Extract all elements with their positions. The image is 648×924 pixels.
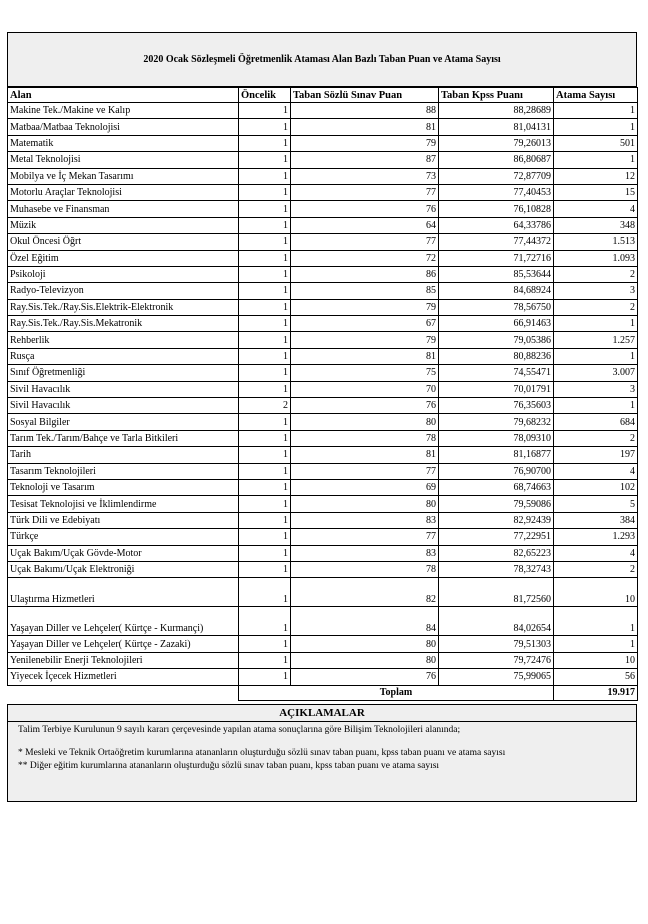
table-row [8,283,638,299]
cell-alan: Matbaa/Matbaa Teknolojisi [8,119,239,135]
table-body [8,103,638,686]
cell-kpss-puan: 71,72716 [439,250,554,266]
cell-atama-sayisi: 12 [554,168,638,184]
table-header-row [8,88,638,103]
cell-sozlu-puan: 77 [291,463,439,479]
cell-oncelik: 1 [239,607,291,636]
cell-sozlu-puan: 84 [291,607,439,636]
cell-atama-sayisi: 1 [554,119,638,135]
cell-atama-sayisi: 384 [554,512,638,528]
cell-atama-sayisi: 3 [554,381,638,397]
cell-alan: Yaşayan Diller ve Lehçeler( Kürtçe - Kurmançi) [8,607,239,636]
cell-alan: Matematik [8,135,239,151]
table-row [8,119,638,135]
cell-sozlu-puan: 76 [291,201,439,217]
cell-atama-sayisi: 3.007 [554,365,638,381]
cell-oncelik: 1 [239,168,291,184]
cell-sozlu-puan: 81 [291,447,439,463]
notes-line-3: ** Diğer eğitim kurumlarına atananların oluşturduğu sözlü sınav taban puanı, kpss taban puanı ve atama sayısı [18,761,440,771]
cell-atama-sayisi: 501 [554,135,638,151]
cell-alan: Ray.Sis.Tek./Ray.Sis.Elektrik-Elektronik [8,299,239,315]
cell-kpss-puan: 79,72476 [439,652,554,668]
cell-oncelik: 1 [239,496,291,512]
cell-kpss-puan: 78,56750 [439,299,554,315]
cell-alan: Yenilenebilir Enerji Teknolojileri [8,652,239,668]
notes-title: AÇIKLAMALAR [8,705,636,722]
cell-alan: Yaşayan Diller ve Lehçeler( Kürtçe - Zazaki) [8,636,239,652]
cell-sozlu-puan: 75 [291,365,439,381]
cell-alan: Mobilya ve İç Mekan Tasarımı [8,168,239,184]
cell-kpss-puan: 77,22951 [439,529,554,545]
table-row [8,201,638,217]
cell-kpss-puan: 81,16877 [439,447,554,463]
cell-alan: Rehberlik [8,332,239,348]
cell-alan: Muhasebe ve Finansman [8,201,239,217]
cell-kpss-puan: 76,90700 [439,463,554,479]
cell-kpss-puan: 88,28689 [439,103,554,119]
cell-oncelik: 1 [239,201,291,217]
total-row [8,685,638,700]
column-header-alan: Alan [8,88,239,103]
cell-oncelik: 1 [239,578,291,607]
table-row [8,652,638,668]
cell-sozlu-puan: 80 [291,652,439,668]
cell-oncelik: 1 [239,561,291,577]
cell-kpss-puan: 79,51303 [439,636,554,652]
cell-oncelik: 1 [239,447,291,463]
cell-atama-sayisi: 56 [554,669,638,685]
table-row [8,447,638,463]
cell-atama-sayisi: 684 [554,414,638,430]
cell-atama-sayisi: 348 [554,217,638,233]
cell-alan: Sınıf Öğretmenliği [8,365,239,381]
cell-atama-sayisi: 2 [554,266,638,282]
cell-sozlu-puan: 80 [291,414,439,430]
cell-sozlu-puan: 77 [291,234,439,250]
cell-oncelik: 1 [239,250,291,266]
cell-kpss-puan: 86,80687 [439,152,554,168]
table-row [8,529,638,545]
table-row [8,669,638,685]
cell-alan: Radyo-Televizyon [8,283,239,299]
cell-alan: Makine Tek./Makine ve Kalıp [8,103,239,119]
cell-oncelik: 1 [239,332,291,348]
cell-atama-sayisi: 1 [554,398,638,414]
cell-kpss-puan: 84,68924 [439,283,554,299]
cell-atama-sayisi: 2 [554,561,638,577]
cell-oncelik: 1 [239,365,291,381]
cell-sozlu-puan: 82 [291,578,439,607]
cell-kpss-puan: 85,53644 [439,266,554,282]
cell-alan: Tarih [8,447,239,463]
cell-alan: Müzik [8,217,239,233]
cell-oncelik: 2 [239,398,291,414]
cell-atama-sayisi: 4 [554,463,638,479]
cell-kpss-puan: 76,10828 [439,201,554,217]
cell-kpss-puan: 79,68232 [439,414,554,430]
table-row [8,152,638,168]
cell-oncelik: 1 [239,299,291,315]
table-row [8,479,638,495]
cell-alan: Tasarım Teknolojileri [8,463,239,479]
cell-kpss-puan: 77,40453 [439,184,554,200]
cell-oncelik: 1 [239,152,291,168]
cell-kpss-puan: 79,26013 [439,135,554,151]
column-header-sozlu: Taban Sözlü Sınav Puan [291,88,439,103]
cell-kpss-puan: 81,04131 [439,119,554,135]
cell-oncelik: 1 [239,414,291,430]
cell-alan: Türk Dili ve Edebiyatı [8,512,239,528]
table-row [8,463,638,479]
cell-oncelik: 1 [239,217,291,233]
table-row [8,398,638,414]
cell-oncelik: 1 [239,512,291,528]
table-row [8,168,638,184]
cell-atama-sayisi: 1.093 [554,250,638,266]
table-row [8,184,638,200]
cell-kpss-puan: 82,92439 [439,512,554,528]
total-label: Toplam [239,685,554,700]
cell-atama-sayisi: 5 [554,496,638,512]
cell-atama-sayisi: 1 [554,152,638,168]
cell-oncelik: 1 [239,463,291,479]
cell-sozlu-puan: 83 [291,512,439,528]
table-row [8,217,638,233]
column-header-atama: Atama Sayısı [554,88,638,103]
document-page [7,32,637,701]
cell-atama-sayisi: 197 [554,447,638,463]
table-row [8,250,638,266]
cell-alan: Türkçe [8,529,239,545]
cell-atama-sayisi: 10 [554,578,638,607]
cell-sozlu-puan: 78 [291,561,439,577]
column-header-kpss: Taban Kpss Puanı [439,88,554,103]
cell-sozlu-puan: 64 [291,217,439,233]
cell-oncelik: 1 [239,316,291,332]
cell-atama-sayisi: 2 [554,299,638,315]
cell-atama-sayisi: 1 [554,316,638,332]
cell-alan: Yiyecek İçecek Hizmetleri [8,669,239,685]
cell-kpss-puan: 70,01791 [439,381,554,397]
cell-sozlu-puan: 79 [291,135,439,151]
cell-atama-sayisi: 4 [554,201,638,217]
cell-oncelik: 1 [239,348,291,364]
cell-alan: Sivil Havacılık [8,381,239,397]
table-row [8,348,638,364]
table-row [8,365,638,381]
cell-oncelik: 1 [239,381,291,397]
cell-sozlu-puan: 88 [291,103,439,119]
cell-kpss-puan: 72,87709 [439,168,554,184]
cell-sozlu-puan: 70 [291,381,439,397]
cell-oncelik: 1 [239,266,291,282]
cell-atama-sayisi: 1 [554,636,638,652]
cell-kpss-puan: 64,33786 [439,217,554,233]
cell-kpss-puan: 80,88236 [439,348,554,364]
cell-alan: Sosyal Bilgiler [8,414,239,430]
cell-atama-sayisi: 4 [554,545,638,561]
cell-atama-sayisi: 1 [554,103,638,119]
cell-oncelik: 1 [239,119,291,135]
cell-oncelik: 1 [239,479,291,495]
cell-kpss-puan: 74,55471 [439,365,554,381]
cell-oncelik: 1 [239,430,291,446]
cell-kpss-puan: 79,05386 [439,332,554,348]
table-row [8,414,638,430]
cell-sozlu-puan: 85 [291,283,439,299]
table-row [8,512,638,528]
cell-oncelik: 1 [239,283,291,299]
cell-alan: Ray.Sis.Tek./Ray.Sis.Mekatronik [8,316,239,332]
cell-alan: Uçak Bakımı/Uçak Elektroniği [8,561,239,577]
cell-sozlu-puan: 69 [291,479,439,495]
cell-kpss-puan: 76,35603 [439,398,554,414]
notes-line-2: * Mesleki ve Teknik Ortaöğretim kurumlarına atananların oluşturduğu sözlü sınav taban puanı, kpss taban puanı ve atama sayısı [18,748,506,758]
cell-alan: Metal Teknolojisi [8,152,239,168]
cell-oncelik: 1 [239,652,291,668]
cell-atama-sayisi: 3 [554,283,638,299]
table-row [8,234,638,250]
cell-atama-sayisi: 1.257 [554,332,638,348]
cell-alan: Rusça [8,348,239,364]
cell-alan: Özel Eğitim [8,250,239,266]
cell-sozlu-puan: 79 [291,332,439,348]
cell-atama-sayisi: 15 [554,184,638,200]
cell-atama-sayisi: 1.293 [554,529,638,545]
cell-oncelik: 1 [239,529,291,545]
cell-sozlu-puan: 77 [291,184,439,200]
table-row [8,607,638,636]
cell-oncelik: 1 [239,184,291,200]
cell-alan: Motorlu Araçlar Teknolojisi [8,184,239,200]
cell-atama-sayisi: 10 [554,652,638,668]
cell-oncelik: 1 [239,135,291,151]
cell-sozlu-puan: 87 [291,152,439,168]
table-row [8,636,638,652]
table-row [8,266,638,282]
cell-kpss-puan: 79,59086 [439,496,554,512]
cell-sozlu-puan: 80 [291,636,439,652]
cell-alan: Psikoloji [8,266,239,282]
cell-sozlu-puan: 76 [291,398,439,414]
column-header-oncelik: Öncelik [239,88,291,103]
cell-alan: Uçak Bakım/Uçak Gövde-Motor [8,545,239,561]
cell-alan: Tarım Tek./Tarım/Bahçe ve Tarla Bitkileri [8,430,239,446]
table-row [8,299,638,315]
cell-atama-sayisi: 2 [554,430,638,446]
cell-kpss-puan: 68,74663 [439,479,554,495]
table-row [8,316,638,332]
table-row [8,496,638,512]
cell-kpss-puan: 75,99065 [439,669,554,685]
cell-sozlu-puan: 73 [291,168,439,184]
cell-sozlu-puan: 77 [291,529,439,545]
cell-sozlu-puan: 76 [291,669,439,685]
cell-sozlu-puan: 83 [291,545,439,561]
table-row [8,578,638,607]
cell-oncelik: 1 [239,545,291,561]
cell-sozlu-puan: 81 [291,348,439,364]
cell-atama-sayisi: 1 [554,348,638,364]
cell-kpss-puan: 77,44372 [439,234,554,250]
cell-oncelik: 1 [239,669,291,685]
assignment-table [7,87,638,701]
cell-alan: Ulaştırma Hizmetleri [8,578,239,607]
cell-kpss-puan: 82,65223 [439,545,554,561]
table-row [8,430,638,446]
cell-oncelik: 1 [239,103,291,119]
cell-atama-sayisi: 1.513 [554,234,638,250]
table-row [8,135,638,151]
cell-atama-sayisi: 102 [554,479,638,495]
notes-box [7,704,637,802]
cell-sozlu-puan: 80 [291,496,439,512]
cell-oncelik: 1 [239,636,291,652]
notes-line-1: Talim Terbiye Kurulunun 9 sayılı kararı çerçevesinde yapılan atama sonuçlarına göre Bilişim Teknolojileri alanında; [18,725,461,735]
table-row [8,561,638,577]
cell-sozlu-puan: 79 [291,299,439,315]
cell-alan: Teknoloji ve Tasarım [8,479,239,495]
cell-sozlu-puan: 72 [291,250,439,266]
cell-kpss-puan: 78,32743 [439,561,554,577]
cell-alan: Tesisat Teknolojisi ve İklimlendirme [8,496,239,512]
cell-sozlu-puan: 86 [291,266,439,282]
cell-kpss-puan: 81,72560 [439,578,554,607]
cell-alan: Sivil Havacılık [8,398,239,414]
cell-alan: Okul Öncesi Öğrt [8,234,239,250]
cell-sozlu-puan: 81 [291,119,439,135]
cell-kpss-puan: 84,02654 [439,607,554,636]
table-row [8,332,638,348]
table-row [8,381,638,397]
page-title: 2020 Ocak Sözleşmeli Öğretmenlik Ataması Alan Bazlı Taban Puan ve Atama Sayısı [7,32,637,87]
cell-sozlu-puan: 78 [291,430,439,446]
cell-sozlu-puan: 67 [291,316,439,332]
table-row [8,545,638,561]
total-value: 19.917 [554,685,638,700]
cell-kpss-puan: 66,91463 [439,316,554,332]
table-row [8,103,638,119]
cell-kpss-puan: 78,09310 [439,430,554,446]
cell-oncelik: 1 [239,234,291,250]
cell-atama-sayisi: 1 [554,607,638,636]
